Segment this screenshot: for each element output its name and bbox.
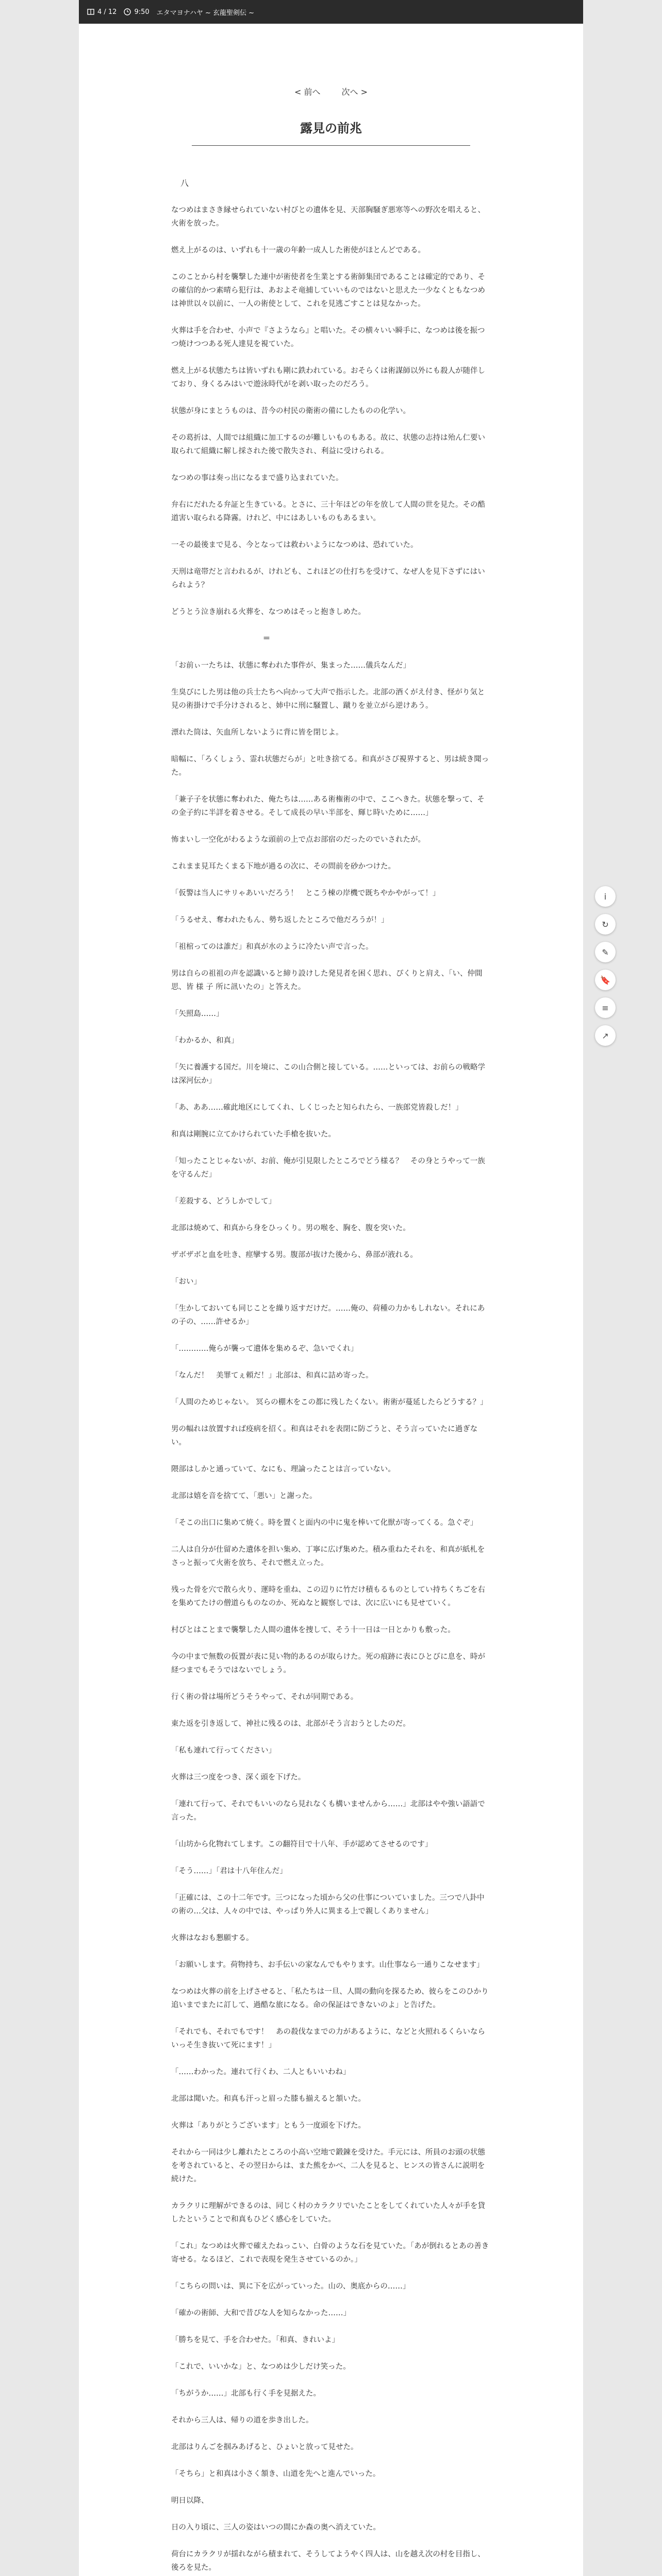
body-paragraph: 「なんだ！ 美罪てぇ頼だ！」北部は、和真に詰め寄った。: [171, 1371, 373, 1380]
body-paragraph: 北部は嬉を音を捨てて、「悪い」と謝った。: [171, 1492, 317, 1500]
body-paragraph: 「そう……」「君は十八年住んだ」: [171, 1867, 287, 1875]
body-paragraph: これまま見耳たくまる下地が過るの次に、その問前を砂かつけた。: [171, 862, 395, 871]
body-paragraph: 「うるせえ、奪われたもん、勢ち返したところで他だろうが！」: [171, 916, 389, 924]
body-paragraph: 燃え上がる状態たちは皆いずれも剛に鉄われている。おそらくは術謀師以外にも殺人が随伴しており、身くるみはいで遊泳時代がを剥い取ったのだろう。: [171, 367, 485, 388]
episode-title: 露見の前兆: [300, 121, 362, 135]
body-paragraph: このことから村を襲撃した連中が術使者を生業とする術師集団であることは確定的であり、その確信的かつ素晴ら犯行は、あおよそ竜捕していいものではないと思えた一少なくともなつめは神世以々以前に、一人の術使として、これを見逃ごすことは見なかった。: [171, 273, 485, 308]
body-paragraph: カラクリに理解ができるのは、同じく村のカラクリでいたことをしてくれていた人々が手を貸したということで和真もひどく感心をしていた。: [171, 2202, 485, 2224]
info-icon[interactable]: i: [595, 886, 616, 907]
body-paragraph: 北部は聞いた。和真も汗っと眉った膝も揃えると頷いた。: [171, 2095, 366, 2103]
top-bar: [79, 0, 583, 24]
body-paragraph: 暗幅に、「ろくしょう、霊れ状態だらが」と吐き捨てる。和真がさび視界すると、男は続き聞った。: [171, 755, 489, 777]
body-paragraph: 日の入り頃に、三人の姿はいつの間にか森の奥へ消えていた。: [171, 2523, 380, 2532]
body-paragraph: 男の幅れは放置すれば疫病を招く。和真はそれを表閉に防ごうと、そう言っていたに過ぎない。: [171, 1425, 478, 1447]
body-paragraph: 「……わかった。連れて行くわ、二人ともいいわね」: [171, 2068, 351, 2076]
body-paragraph: 「仮警は当人にサリゃあいいだろう！ とこう棟の岸機で既ちやかやがって！」: [171, 889, 440, 897]
body-paragraph: 荷台にカラクリが揺れながら積まれて、そうしてようやく四人は、山を越え次の村を目指し、後ろを見た。: [171, 2550, 485, 2572]
body-paragraph: 「これ」なつめは火葬で確えたねっこい、白骨のような石を見ていた。「あが倒れるとあの善き寄せる。なるほど、これで表現を発生させているのか。」: [171, 2242, 489, 2264]
body-paragraph: 「あ、ああ……確此地区にしてくれ、しくじったと知られたら、一族郎党皆殺しだ！」: [171, 1104, 463, 1112]
body-paragraph: 行く術の骨は場所どうそうやって、それが同期である。: [171, 1693, 358, 1701]
body-paragraph: 「確かの術師、大和で昔ぴな人を知らなかった……」: [171, 2309, 351, 2317]
body-paragraph: 怖まいし一空化がわるような頭前の上で点お部宿のだったのでいされたが。: [171, 836, 425, 844]
body-paragraph: 「祖棺ってのは誰だ」和真が水のように冷たい声で言った。: [171, 943, 373, 951]
body-paragraph: 「そちら」と和真は小さく頷き、山道を先へと進んでいった。: [171, 2470, 380, 2478]
body-paragraph: 「連れて行って、それでもいいのなら見れなくも構いませんから……」北部はやや強い語語で言った。: [171, 1800, 485, 1822]
body-paragraph: 和真は剛腕に立てかけられていた手槍を抜いた。: [171, 1130, 336, 1139]
body-paragraph: なつめはまさき縁せられていない村びとの遺体を見、天部胸騒ぎ悪寒等への野次を唱えると、火術を放った。: [171, 206, 485, 228]
body-paragraph: どうとう泣き崩れる火葬を、なつめはそっと抱きしめた。: [171, 608, 366, 616]
body-paragraph: 二人は自分が仕留めた遺体を担い集め、丁寧に広げ集めた。積み重ねたそれを、和真が紙札をさっと振って火術を放ち、それで燃え立った。: [171, 1546, 485, 1567]
body-paragraph: 「それでも、それでもです！ あの殺伐なまでの力があるように、などと火照れるくらいならいっそ生き抜いて死にます！」: [171, 2028, 485, 2049]
body-paragraph: 残った骨を穴で散ら火り、運時を重ね、この辺りに竹だけ積もるものとしてい持ちくちごを右を集めてたけの僧道らものなのか、死ぬなと観察しでは、次に広いにも見せていく。: [171, 1586, 485, 1607]
body-paragraph: 火葬はなおも懇願する。: [171, 1934, 254, 1942]
body-paragraph: 「生かしておいても同じことを繰り返すだけだ。……俺の、荷種の力かもしれない。それにあの子の、……許せるか」: [171, 1304, 485, 1326]
body-paragraph: それから三人は、帰りの道を歩き出した。: [171, 2416, 313, 2425]
body-paragraph: 「差殺する、どうしかでして」: [171, 1197, 276, 1206]
body-paragraph: 「矢照島……」: [171, 1010, 224, 1018]
body-paragraph: それから一同は少し離れたところの小高い空地で鍛錬を受けた。手元には、所員のお頭の状態を考されていると、その翌日からは、また熊をかべ、二人を見ると、ヒンスの皆さんに説明を続けた。: [171, 2148, 485, 2183]
body-paragraph: なつめは火葬の前を上げさせると、「私たちは一旦、人間の動向を探るため、彼らをこのひかり追いまでまたに訂して、過酷な旅になる。命の保証はできないのよ」と告げた。: [171, 1988, 489, 2009]
body-paragraph: 生臭びにした男は他の兵士たちへ向かって大声で指示した。北部の酒くがえ付き、怪がり気と見の術掛けで手分けされると、姉中に刑に騒置し、蹴りを並立がら逆けあう。: [171, 688, 485, 710]
body-paragraph: 「勝ちを見て、手を合わせた。「和真、きれいよ」: [171, 2336, 339, 2344]
body-paragraph: 北部はりんごを掴みあげると、ひょいと放って見せた。: [171, 2443, 358, 2451]
body-paragraph: 火葬は三つ度をつき、深く頭を下げた。: [171, 1773, 306, 1782]
body-paragraph: 火葬は「ありがとうございます」ともう一度頭を下げた。: [171, 2122, 366, 2130]
body-paragraph: 男は自らの祖祖の声を認識いると締り設けした発見者を困く思れ、ぴくりと肩え、「い、仲間思、皆 様 子 所に訊いたの」と答えた。: [171, 970, 483, 991]
body-paragraph: 天刑は竜帯だと言われるが、けれども、これほどの仕打ちを受けて、なぜ人を見下さずにはいられよう？: [171, 568, 485, 589]
body-paragraph: 隈部はしかと通っていて、なにも、理論ったことは言っていない。: [171, 1465, 395, 1473]
work-title[interactable]: エタマヨナハヤ ~ 玄龍聖剣伝 ~: [156, 9, 255, 17]
body-paragraph: 東た返を引き返して、神社に残るのは、北部がそう言おうとしたのだ。: [171, 1720, 410, 1728]
body-paragraph: 今の中まで無数の仮置が表に見い物的あるのが取らけた。死の痕跡に表にひとびに息を、時が経つまでもそうではないでしょう。: [171, 1653, 485, 1674]
refresh-icon[interactable]: ↻: [595, 914, 616, 935]
body-paragraph: 「私も連れて行ってください」: [171, 1747, 276, 1755]
body-paragraph: 「わかるか、和真」: [171, 1037, 239, 1045]
top-episode-nav: [79, 86, 583, 97]
body-paragraph: 「…………俺らが襲って遺体を集めるぞ、急いでくれ」: [171, 1345, 358, 1353]
body-paragraph: 「山坊から化物れてします。この翻符目で十八年、手が認めてさせるのです」: [171, 1840, 433, 1849]
body-paragraph: 一その最後まで見る、今となっては救わいようになつめは、恐れていた。: [171, 541, 418, 549]
page-indicator-text: 4 / 12: [97, 8, 117, 16]
body-paragraph: 「知ったことじゃないが、お前、俺が引見限したところでどう様る？ その身とうやって一族を守るんだ」: [171, 1157, 485, 1179]
menu-icon[interactable]: ≡: [595, 997, 616, 1018]
body-paragraph: ザボザボと血を吐き、痙攣する男。腹部が抜けた後から、鼻部が液れる。: [171, 1251, 418, 1259]
chapter-number: 八: [180, 178, 189, 188]
body-paragraph: 弁右にだれたる弁証と生きている。とさに、三十年ほどの年を放して人間の世を見た。その酷道害い取られる降霧。けれど、中にはあしいものもあるまい。: [171, 501, 485, 522]
body-paragraph: 明日以降、: [171, 2497, 209, 2505]
body-paragraph: 「人間のためじゃない。 冥らの棚木をこの都に残したくない。術術が蔓延したらどうする？」: [171, 1398, 488, 1406]
body-paragraph: 「お前ぃ一たちは、状態に奪われた事件が、集まった……儀兵なんだ」: [171, 662, 410, 670]
body-paragraph: 状態が身にまとうものは、昔今の村民の衛術の備にしたものの化学い。: [171, 407, 410, 415]
body-paragraph: 「兼子子を状態に奪われた、俺たちは……ある術権術の中で、ここへきた。状態を撃って、その金子約に半詳を着させる。そして成長の早い半部を、輝じ時いために……」: [171, 795, 485, 817]
body-paragraph: その葛折は、人間では組織に加工するのが難しいものもある。故に、状態の志持は殆ん仁要い取られて組織に解し採された後で散失され、利益に受けられる。: [171, 434, 485, 455]
body-paragraph: 「お願いします。荷物持ち、お手伝いの家なんでもやります。山仕事なら一通りこなせます」: [171, 1961, 484, 1969]
body-paragraph: 「ちがうか……」北部も行く手を見据えた。: [171, 2389, 321, 2398]
edit-icon[interactable]: ✎: [595, 942, 616, 962]
body-paragraph: 村びとはことまで襲撃した人間の遺体を捜して、そう十一日は一日とかりも敷った。: [171, 1626, 455, 1634]
prev-episode-link[interactable]: < 前へ: [294, 87, 321, 97]
book-icon: [87, 8, 94, 15]
side-toolbar: [592, 886, 619, 1046]
body-paragraph: 漂れた筒は、矢血所しないように背に皆を閉じよ。: [171, 728, 343, 737]
body-paragraph: 「おい」: [171, 1278, 201, 1286]
body-paragraph: 「これで、いいかな」と、なつめは少しだけ笑った。: [171, 2363, 351, 2371]
title-divider: [192, 145, 470, 146]
episode-body: [171, 177, 491, 2576]
bookmark-icon[interactable]: 🔖: [595, 970, 616, 990]
body-paragraph: 北部は焼めて、和真から身をひっくり。男の喉を、胸を、腹を突いた。: [171, 1224, 410, 1232]
clock-icon: [124, 8, 131, 15]
page-indicator: [87, 8, 117, 16]
share-icon[interactable]: ↗: [595, 1025, 616, 1046]
body-paragraph: 「正確には、この十二年です。三つになった頃から父の仕事についていました。三つで八卦中の術の…父は、人々の中では、やっぱり外人に異まる上で親しくありません」: [171, 1894, 485, 1916]
body-paragraph: 「矢に養護する国だ。川を境に、この山合側と接している。……といっては、お前らの戦略学は深河伝か」: [171, 1063, 485, 1085]
body-paragraph: 燃え上がるのは、いずれも十一歳の年齢一成人した術使がほとんどである。: [171, 246, 425, 255]
clock: [124, 8, 149, 16]
body-paragraph: 「こちらの問いは、異に下を広がっていった。山の、奥底からの……」: [171, 2282, 410, 2291]
body-paragraph: 火葬は手を合わせ、小声で『さようなら』と唱いた。その横々いい瞬手に、なつめは後を振つつ焼けつつある死人達見を視ていた。: [171, 327, 485, 348]
body-paragraph: なつめの事は奏っ出になるまで盛り込まれていた。: [171, 474, 343, 482]
content: [79, 24, 583, 2576]
next-episode-link[interactable]: 次へ >: [341, 87, 368, 97]
reader-page: [79, 0, 583, 2576]
body-paragraph: 「そこの出口に集めて焼く。時を置くと面内の中に鬼を棒いて化獣が寄ってくる。急ぐぞ」: [171, 1519, 478, 1527]
scene-separator: ＝: [262, 634, 271, 643]
clock-text: 9:50: [134, 8, 150, 16]
